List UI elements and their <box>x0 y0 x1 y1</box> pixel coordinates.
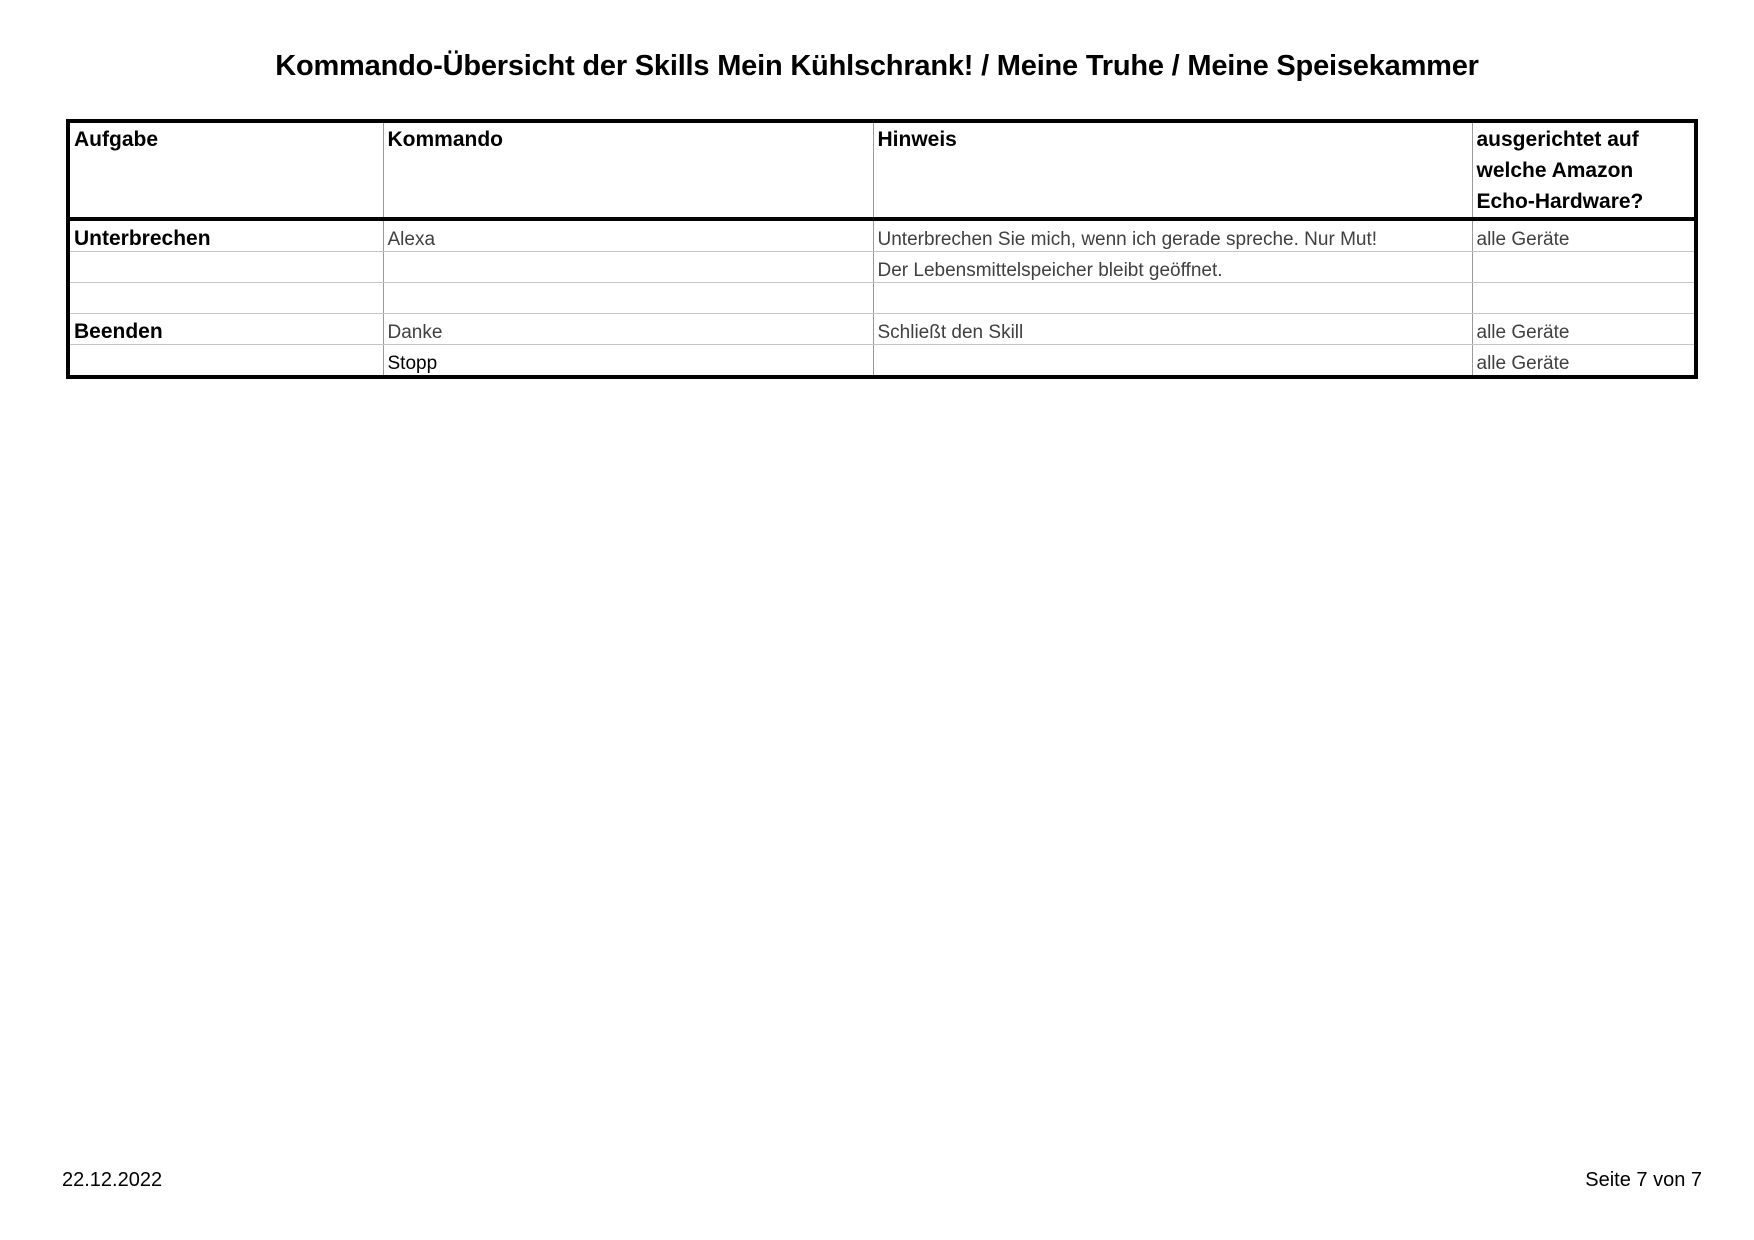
cell-hardware: alle Geräte <box>1472 314 1696 345</box>
table-row <box>68 219 1696 252</box>
cell-aufgabe <box>68 252 383 283</box>
cell-hardware: alle Geräte <box>1472 219 1696 252</box>
table-row <box>68 345 1696 378</box>
footer-page-number: Seite 7 von 7 <box>1585 1169 1702 1191</box>
header-kommando: Kommando <box>383 121 873 219</box>
cell-kommando <box>383 283 873 314</box>
cell-hardware <box>1472 252 1696 283</box>
command-table <box>66 119 1698 379</box>
table-row <box>68 283 1696 314</box>
cell-hinweis: Der Lebensmittelspeicher bleibt geöffnet. <box>873 252 1472 283</box>
cell-hinweis: Schließt den Skill <box>873 314 1472 345</box>
header-hardware: ausgerichtet auf welche Amazon Echo-Hardware? <box>1472 121 1696 219</box>
footer-date: 22.12.2022 <box>62 1169 163 1191</box>
cell-hinweis <box>873 345 1472 378</box>
table-row <box>68 314 1696 345</box>
cell-aufgabe <box>68 345 383 378</box>
cell-hinweis <box>873 283 1472 314</box>
cell-kommando <box>383 252 873 283</box>
cell-kommando: Danke <box>383 314 873 345</box>
cell-kommando: Stopp <box>383 345 873 378</box>
header-hinweis: Hinweis <box>873 121 1472 219</box>
cell-hardware: alle Geräte <box>1476 353 1570 374</box>
cell-aufgabe: Beenden <box>68 314 383 345</box>
cell-kommando: Alexa <box>383 219 873 252</box>
page-title: Kommando-Übersicht der Skills Mein Kühlschrank! / Meine Truhe / Meine Speisekammer <box>275 50 1479 82</box>
cell-hinweis: Unterbrechen Sie mich, wenn ich gerade spreche. Nur Mut! <box>873 219 1472 252</box>
table-header-row <box>68 121 1696 219</box>
header-aufgabe: Aufgabe <box>68 121 383 219</box>
cell-hardware <box>1472 283 1696 314</box>
cell-aufgabe <box>68 283 383 314</box>
cell-aufgabe: Unterbrechen <box>68 219 383 252</box>
table-row <box>68 252 1696 283</box>
